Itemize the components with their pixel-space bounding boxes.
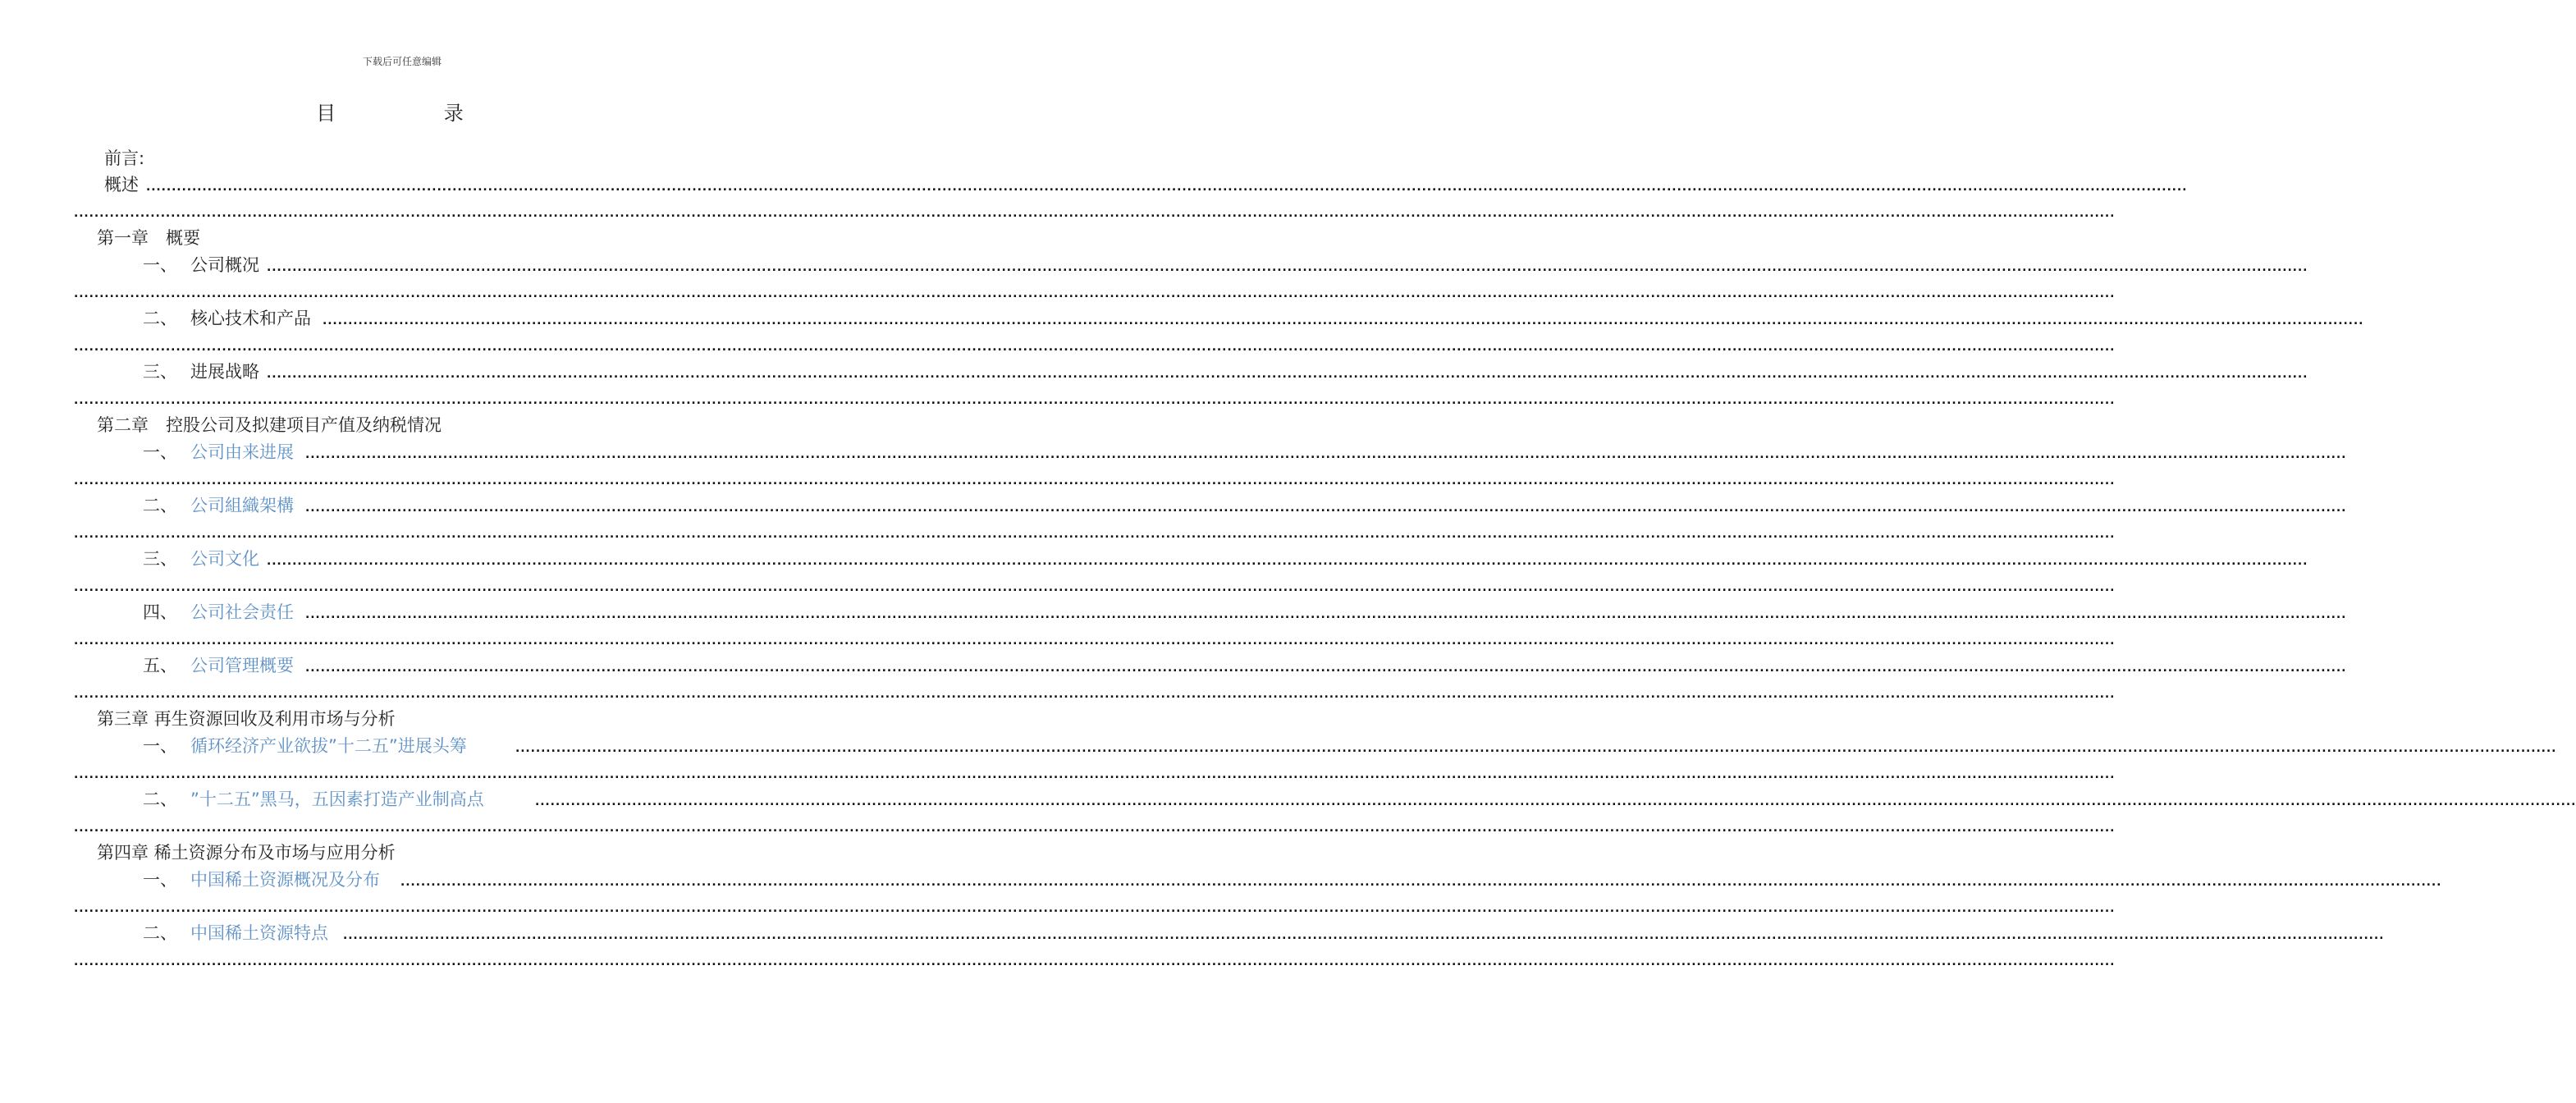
toc-leader-dots: ................................................................................................................................................................................................................................................................................................................................................................................................................	[535, 795, 2576, 808]
toc-entry-label: 中国稀土资源概况及分布	[190, 870, 380, 890]
toc-leader-dots-continued: ................................................................................................................................................................................................................................................................................................................................................................................................................	[74, 207, 2116, 220]
toc-chapter[interactable]: 第三章 再生资源回收及利用市场与分析	[97, 709, 396, 729]
toc-leader-dots: ................................................................................................................................................................................................................................................................................................................................................................................................................	[515, 742, 2557, 755]
toc-entry-label: 公司文化	[190, 549, 259, 569]
toc-entry-label: 进展战略	[190, 362, 259, 382]
toc-leader-dots-continued: ................................................................................................................................................................................................................................................................................................................................................................................................................	[74, 528, 2116, 541]
toc-leader-dots: ................................................................................................................................................................................................................................................................................................................................................................................................................	[305, 661, 2347, 675]
toc-entry-label: 概述	[104, 175, 139, 195]
toc-entry-number: 一、	[143, 442, 177, 462]
toc-entry-number: 二、	[143, 923, 177, 943]
toc-entry-number: 二、	[143, 496, 177, 515]
toc-chapter[interactable]: 第一章 概要	[97, 228, 200, 248]
toc-leader-dots-continued: ................................................................................................................................................................................................................................................................................................................................................................................................................	[74, 768, 2116, 781]
toc-leader-dots-continued: ................................................................................................................................................................................................................................................................................................................................................................................................................	[74, 581, 2116, 594]
toc-entry-label: 公司社会责任	[190, 602, 294, 622]
toc-leader-dots: ................................................................................................................................................................................................................................................................................................................................................................................................................	[305, 448, 2347, 461]
toc-leader-dots-continued: ................................................................................................................................................................................................................................................................................................................................................................................................................	[74, 287, 2116, 300]
toc-leader-dots: ................................................................................................................................................................................................................................................................................................................................................................................................................	[400, 876, 2442, 889]
toc-leader-dots: ................................................................................................................................................................................................................................................................................................................................................................................................................	[267, 261, 2308, 274]
toc-entry-label: 中国稀土资源特点	[190, 923, 328, 943]
toc-entry-label: 公司管理概要	[190, 656, 294, 675]
toc-leader-dots: ................................................................................................................................................................................................................................................................................................................................................................................................................	[267, 368, 2308, 381]
toc-preface: 前言:	[104, 149, 145, 168]
toc-leader-dots: ................................................................................................................................................................................................................................................................................................................................................................................................................	[343, 929, 2385, 942]
toc-entry-number: 二、	[143, 789, 177, 809]
toc-leader-dots-continued: ................................................................................................................................................................................................................................................................................................................................................................................................................	[74, 955, 2116, 968]
toc-title: 目 录	[316, 102, 515, 125]
toc-entry-label: 循环经济产业欲拔”十二五”进展头筹	[190, 736, 467, 756]
toc-entry-number: 三、	[143, 362, 177, 382]
toc-leader-dots-continued: ................................................................................................................................................................................................................................................................................................................................................................................................................	[74, 474, 2116, 487]
toc-leader-dots: ................................................................................................................................................................................................................................................................................................................................................................................................................	[267, 555, 2308, 568]
toc-leader-dots-continued: ................................................................................................................................................................................................................................................................................................................................................................................................................	[74, 688, 2116, 701]
toc-leader-dots-continued: ................................................................................................................................................................................................................................................................................................................................................................................................................	[74, 634, 2116, 648]
toc-entry-number: 二、	[143, 309, 177, 328]
toc-leader-dots: ................................................................................................................................................................................................................................................................................................................................................................................................................	[305, 501, 2347, 515]
toc-leader-dots: ................................................................................................................................................................................................................................................................................................................................................................................................................	[323, 314, 2364, 327]
toc-entry-label: 公司組織架構	[190, 496, 294, 515]
toc-entry-label: 公司由来进展	[190, 442, 294, 462]
toc-leader-dots-continued: ................................................................................................................................................................................................................................................................................................................................................................................................................	[74, 902, 2116, 915]
toc-entry-number: 三、	[143, 549, 177, 569]
toc-entry-number: 一、	[143, 870, 177, 890]
toc-entry-label: 公司概况	[190, 255, 259, 275]
toc-entry-number: 五、	[143, 656, 177, 675]
toc-chapter[interactable]: 第四章 稀土资源分布及市场与应用分析	[97, 843, 396, 863]
toc-chapter[interactable]: 第二章 控股公司及拟建项目产值及纳税情况	[97, 415, 442, 435]
toc-leader-dots-continued: ................................................................................................................................................................................................................................................................................................................................................................................................................	[74, 822, 2116, 835]
toc-entry-label: 核心技术和产品	[190, 309, 311, 328]
toc-entry-number: 四、	[143, 602, 177, 622]
toc-leader-dots: ................................................................................................................................................................................................................................................................................................................................................................................................................	[146, 181, 2188, 194]
toc-leader-dots: ................................................................................................................................................................................................................................................................................................................................................................................................................	[305, 608, 2347, 621]
toc-entry-number: 一、	[143, 736, 177, 756]
header-note: 下载后可任意编辑	[362, 56, 442, 67]
toc-entry-label: ”十二五”黑马，五因素打造产业制高点	[190, 789, 484, 809]
toc-entry-number: 一、	[143, 255, 177, 275]
toc-leader-dots-continued: ................................................................................................................................................................................................................................................................................................................................................................................................................	[74, 341, 2116, 354]
toc-leader-dots-continued: ................................................................................................................................................................................................................................................................................................................................................................................................................	[74, 394, 2116, 407]
